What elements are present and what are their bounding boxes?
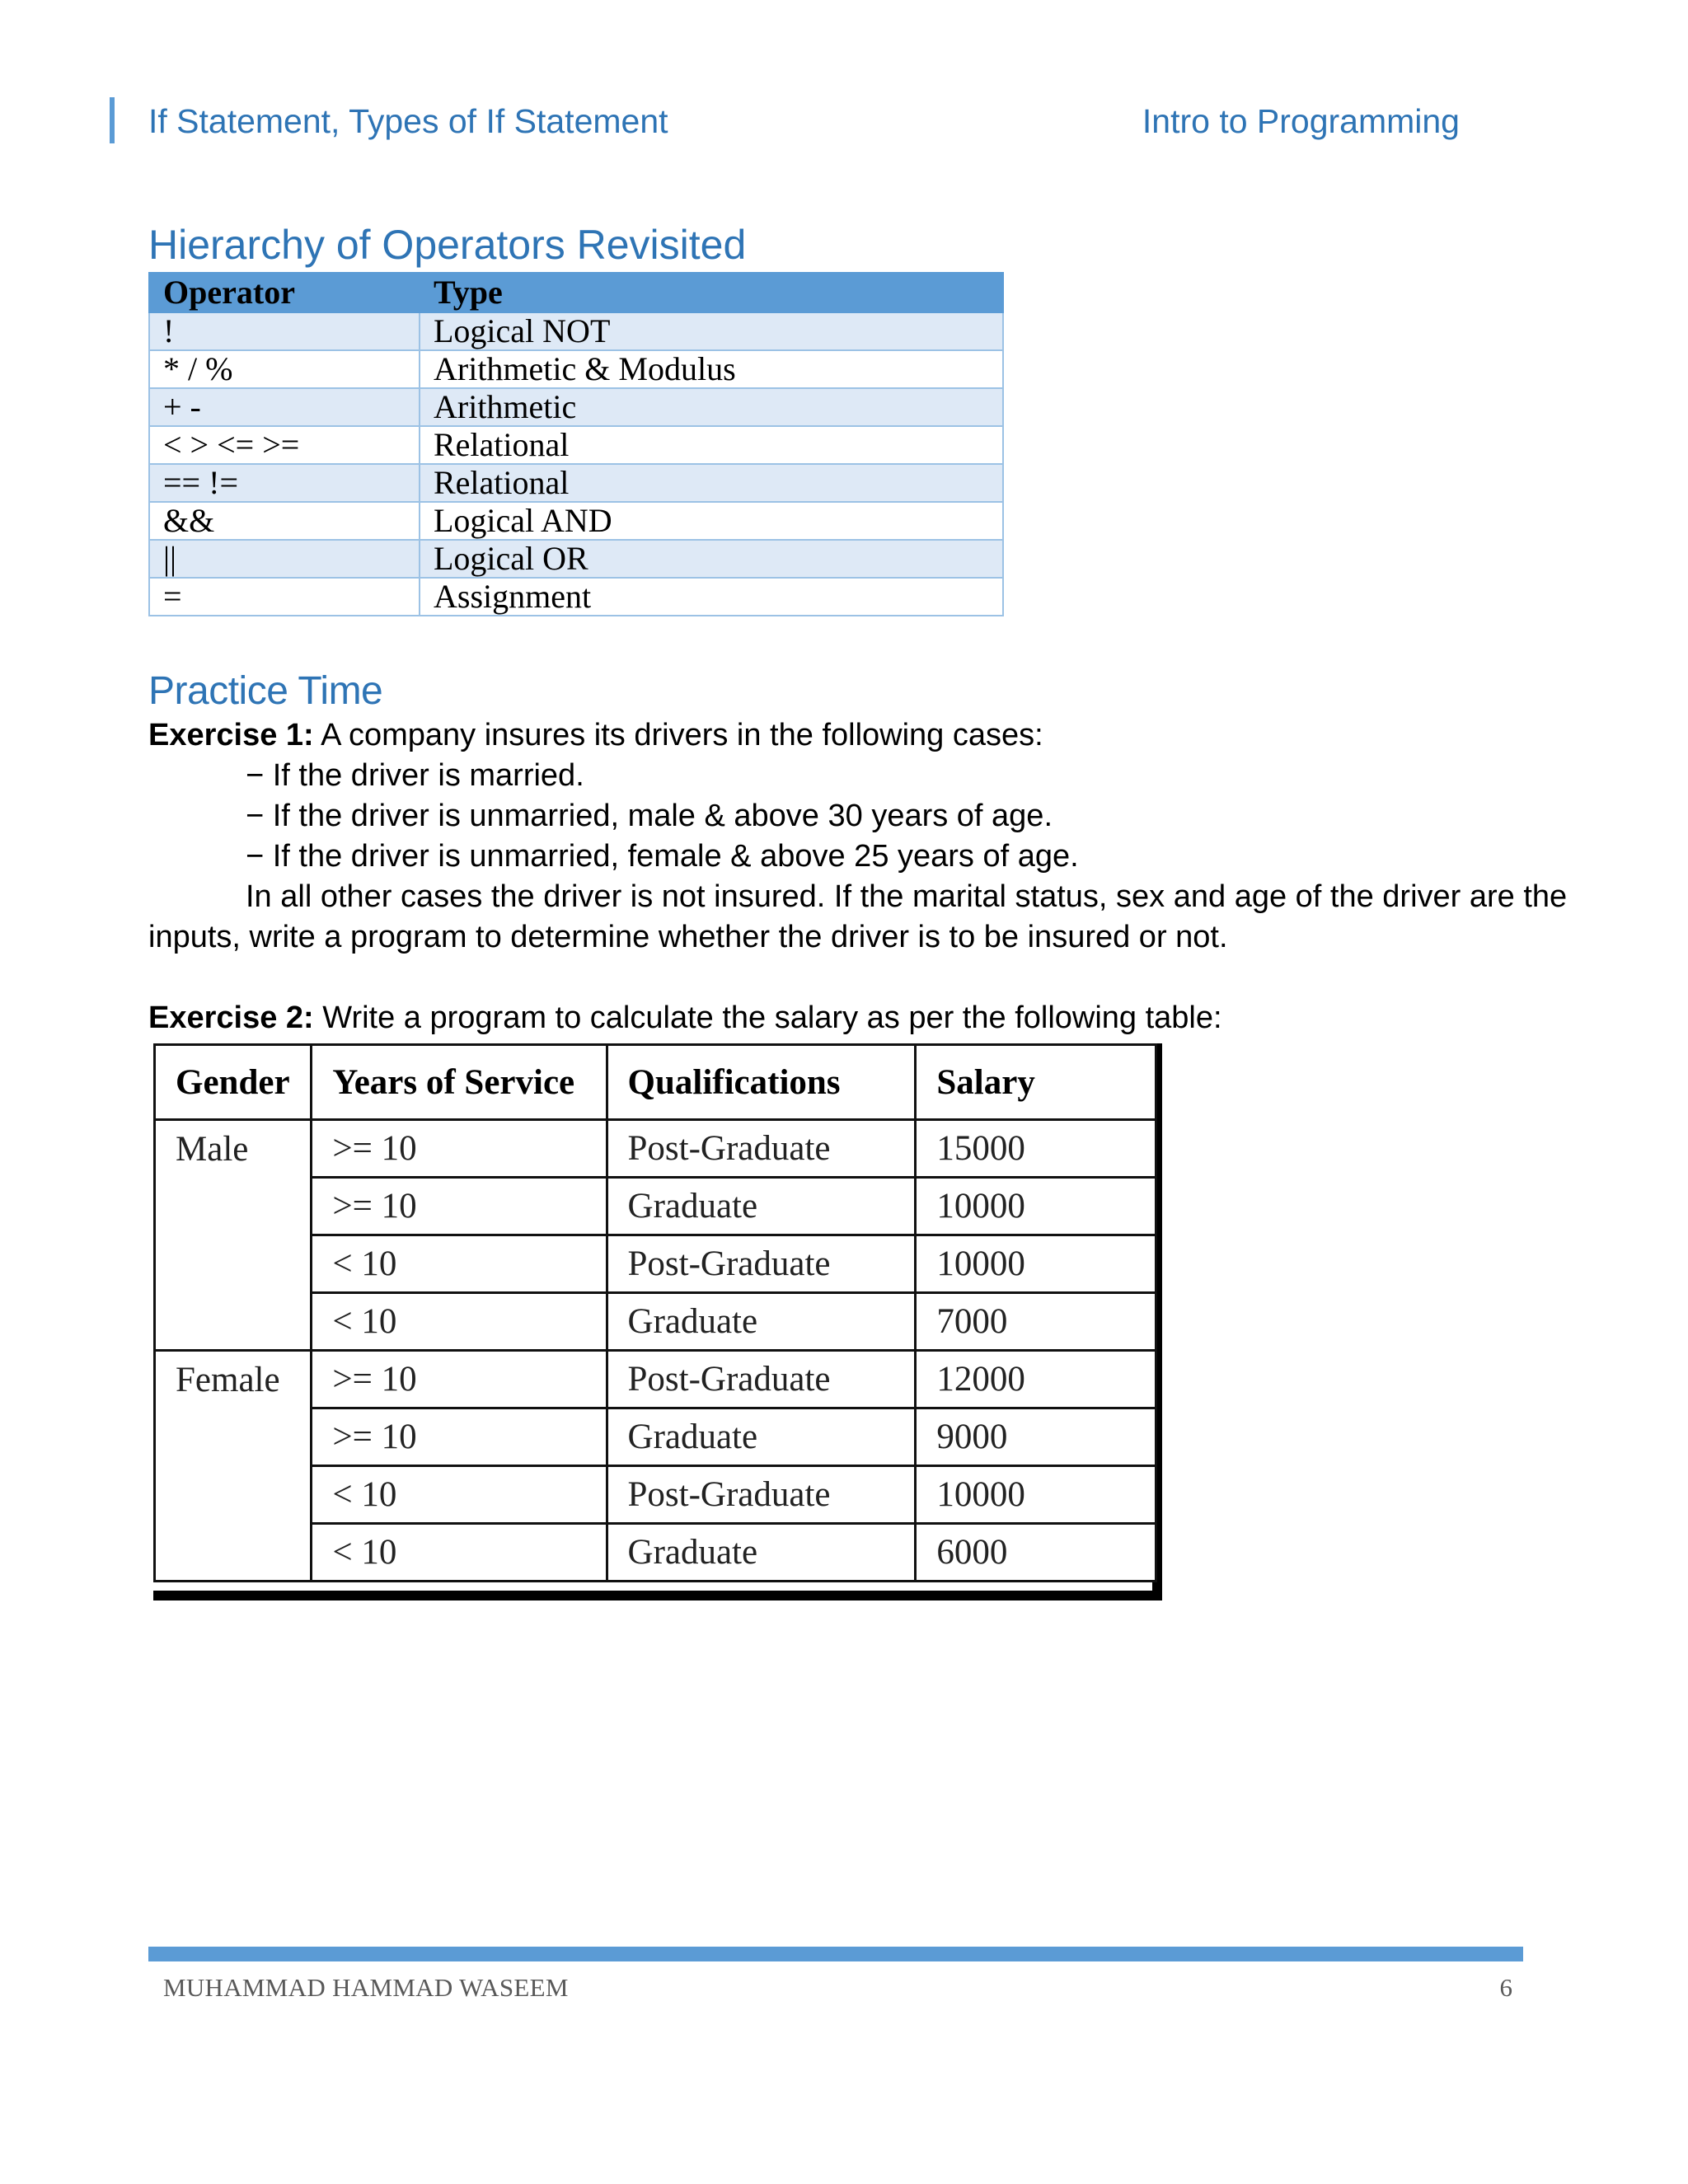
footer-author: MUHAMMAD HAMMAD WASEEM <box>163 1973 569 2002</box>
exercise1-closing-line: inputs, write a program to determine whether the driver is to be insured or not. <box>148 920 1228 954</box>
operator-cell: && <box>149 502 420 540</box>
operator-hierarchy-table <box>148 272 1004 616</box>
salary-cell: 6000 <box>916 1524 1156 1582</box>
years-cell: >= 10 <box>312 1178 607 1235</box>
salary-cell: 9000 <box>916 1408 1156 1466</box>
header-chapter-title: If Statement, Types of If Statement <box>148 102 668 140</box>
footer-accent-bar <box>148 1947 1523 1961</box>
qualification-cell: Post-Graduate <box>607 1351 916 1408</box>
table-row <box>149 578 1003 616</box>
type-cell: Logical NOT <box>420 312 1003 350</box>
operator-cell: ! <box>149 312 420 350</box>
years-cell: >= 10 <box>312 1408 607 1466</box>
table-row <box>149 312 1003 350</box>
table-row <box>149 502 1003 540</box>
type-cell: Arithmetic & Modulus <box>420 350 1003 388</box>
operator-cell: == != <box>149 464 420 502</box>
table-row <box>149 388 1003 426</box>
operator-cell: + - <box>149 388 420 426</box>
exercise1-case: − If the driver is unmarried, female & above 25 years of age. <box>246 839 1079 874</box>
table-row <box>149 464 1003 502</box>
operator-column-header: Operator <box>149 273 420 312</box>
salary-table <box>153 1043 1157 1582</box>
operator-cell: < > <= >= <box>149 426 420 464</box>
gender-cell: Male <box>155 1120 312 1351</box>
years-cell: < 10 <box>312 1466 607 1524</box>
years-column-header: Years of Service <box>312 1045 607 1120</box>
header-course-title: Intro to Programming <box>1142 102 1460 140</box>
years-cell: < 10 <box>312 1293 607 1351</box>
salary-cell: 10000 <box>916 1178 1156 1235</box>
years-cell: >= 10 <box>312 1120 607 1178</box>
table-row <box>149 540 1003 578</box>
exercise1-closing-line: In all other cases the driver is not insured. If the marital status, sex and age of the driver are the <box>246 879 1568 914</box>
years-cell: < 10 <box>312 1235 607 1293</box>
qualification-cell: Post-Graduate <box>607 1235 916 1293</box>
exercise1-intro: A company insures its drivers in the following cases: <box>313 718 1043 752</box>
exercise1-intro-line <box>148 715 1043 756</box>
exercise1-label: Exercise 1: <box>148 718 314 752</box>
qualification-cell: Graduate <box>607 1293 916 1351</box>
salary-table-figure <box>153 1043 1162 1601</box>
salary-cell: 10000 <box>916 1235 1156 1293</box>
type-cell: Logical OR <box>420 540 1003 578</box>
exercise1-case: − If the driver is married. <box>246 758 584 793</box>
salary-cell: 10000 <box>916 1466 1156 1524</box>
qualification-cell: Post-Graduate <box>607 1466 916 1524</box>
table-row <box>155 1120 1156 1178</box>
table-row <box>149 350 1003 388</box>
practice-heading: Practice Time <box>148 669 383 713</box>
table-shadow-bottom <box>153 1591 1162 1601</box>
operator-cell: * / % <box>149 350 420 388</box>
years-cell: >= 10 <box>312 1351 607 1408</box>
qualification-cell: Graduate <box>607 1408 916 1466</box>
salary-cell: 15000 <box>916 1120 1156 1178</box>
exercise1-case: − If the driver is unmarried, male & above 30 years of age. <box>246 799 1053 833</box>
type-cell: Relational <box>420 426 1003 464</box>
type-cell: Logical AND <box>420 502 1003 540</box>
years-cell: < 10 <box>312 1524 607 1582</box>
qualification-cell: Graduate <box>607 1178 916 1235</box>
header-accent-bar <box>110 97 115 143</box>
exercise2-intro: Write a program to calculate the salary as per the following table: <box>313 1001 1222 1035</box>
salary-column-header: Salary <box>916 1045 1156 1120</box>
table-row <box>155 1351 1156 1408</box>
type-cell: Relational <box>420 464 1003 502</box>
operator-cell: = <box>149 578 420 616</box>
qualification-cell: Graduate <box>607 1524 916 1582</box>
type-column-header: Type <box>420 273 1003 312</box>
operator-table-header-row <box>149 273 1003 312</box>
salary-cell: 7000 <box>916 1293 1156 1351</box>
operator-cell: || <box>149 540 420 578</box>
exercise2-label: Exercise 2: <box>148 1001 314 1035</box>
gender-column-header: Gender <box>155 1045 312 1120</box>
gender-cell: Female <box>155 1351 312 1582</box>
page-number: 6 <box>1499 1973 1512 2002</box>
salary-cell: 12000 <box>916 1351 1156 1408</box>
type-cell: Assignment <box>420 578 1003 616</box>
type-cell: Arithmetic <box>420 388 1003 426</box>
qualification-cell: Post-Graduate <box>607 1120 916 1178</box>
salary-table-header-row <box>155 1045 1156 1120</box>
qualifications-column-header: Qualifications <box>607 1045 916 1120</box>
exercise2-intro-line <box>148 998 1222 1038</box>
table-row <box>149 426 1003 464</box>
hierarchy-heading: Hierarchy of Operators Revisited <box>148 222 747 268</box>
